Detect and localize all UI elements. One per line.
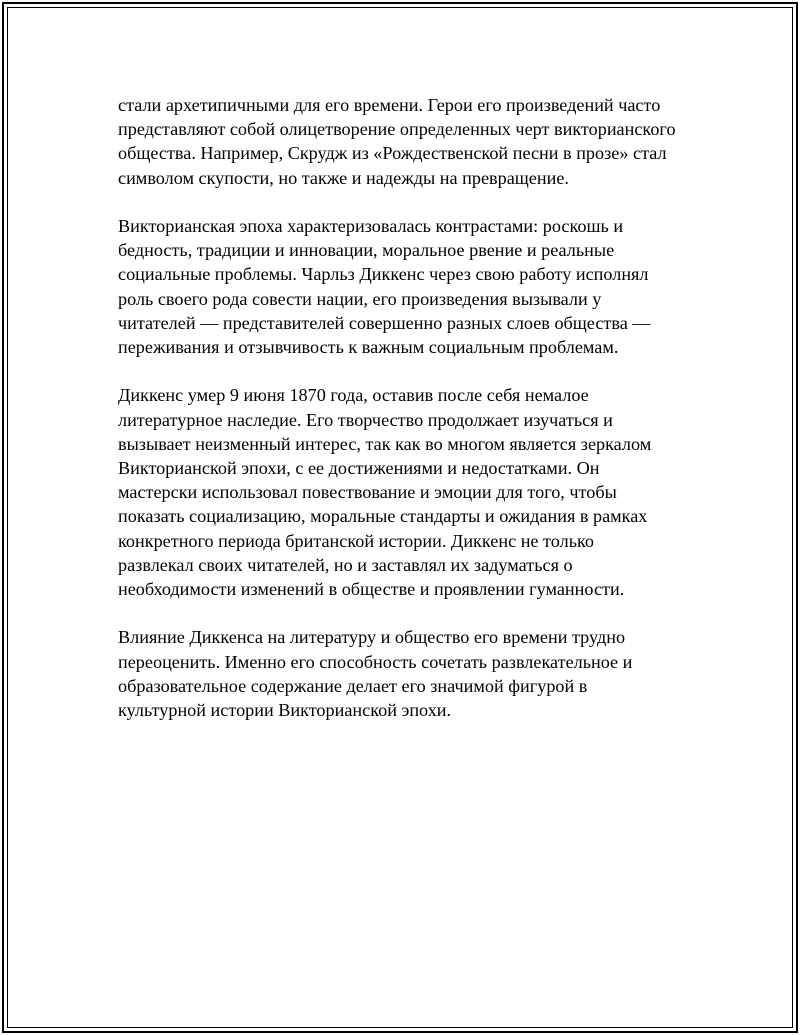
text-line: образовательное содержание делает его значимой фигурой в: [118, 675, 588, 696]
text-line: литературное наследие. Его творчество продолжает изучаться и: [118, 409, 613, 430]
paragraph-1: [118, 93, 718, 190]
text-line: показать социализацию, моральные стандарты и ожидания в рамках: [118, 506, 648, 527]
text-line: развлекал своих читателей, но и заставлял их задуматься о: [118, 554, 573, 575]
text-line: Диккенс умер 9 июня 1870 года, оставив после себя немалое: [118, 385, 589, 406]
text-line: бедность, традиции и инновации, моральное рвение и реальные: [118, 240, 615, 261]
paragraph-4: [118, 625, 718, 722]
text-line: конкретного периода британской истории. Диккенс не только: [118, 530, 594, 551]
text-line: Влияние Диккенса на литературу и общество его времени трудно: [118, 627, 626, 648]
text-line: переживания и отзывчивость к важным социальным проблемам.: [118, 337, 619, 358]
text-line: стали архетипичными для его времени. Герои его произведений часто: [118, 95, 661, 115]
text-line: переоценить. Именно его способность сочетать развлекательное и: [118, 651, 633, 672]
text-line: социальные проблемы. Чарльз Диккенс через свою работу исполнял: [118, 264, 649, 285]
text-line: мастерски использовал повествование и эмоции для того, чтобы: [118, 482, 617, 503]
document-body: [118, 93, 718, 746]
text-line: представляют собой олицетворение определенных черт викторианского: [118, 119, 676, 140]
text-line: символом скупости, но также и надежды на превращение.: [118, 167, 569, 188]
text-line: необходимости изменений в обществе и проявлении гуманности.: [118, 579, 625, 600]
text-line: вызывает неизменный интерес, так как во многом является зеркалом: [118, 433, 652, 454]
paragraph-3: [118, 383, 718, 601]
text-line: Викторианская эпоха характеризовалась контрастами: роскошь и: [118, 216, 624, 236]
text-line: общества. Например, Скрудж из «Рождественской песни в прозе» стал: [118, 143, 667, 164]
text-line: культурной истории Викторианской эпохи.: [118, 700, 452, 721]
text-line: читателей — представителей совершенно разных слоев общества —: [118, 312, 651, 333]
text-line: роль своего рода совести нации, его произведения вызывали у: [118, 288, 602, 309]
paragraph-2: [118, 214, 718, 359]
text-line: Викторианской эпохи, с ее достижениями и недостатками. Он: [118, 458, 600, 479]
